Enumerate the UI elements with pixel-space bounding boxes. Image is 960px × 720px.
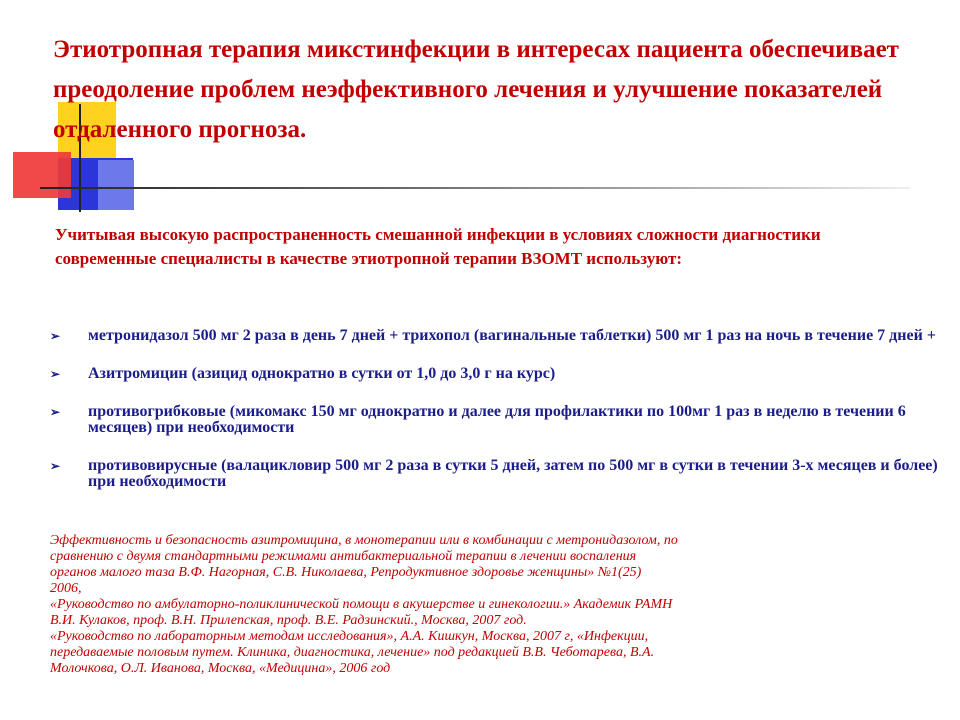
reference-line: органов малого таза В.Ф. Нагорная, С.В. Николаева, Репродуктивное здоровье женщины» №1(25) (50, 565, 642, 580)
intro-paragraph: Учитывая высокую распространенность смешанной инфекции в условиях сложности диагностики современные специалисты в качестве этиотропной терапии ВЗОМТ используют: (55, 225, 821, 268)
slide-title: Этиотропная терапия микстинфекции в интересах пациента обеспечивает преодоление проблем неэффективного лечения и улучшение показателей отдаленного прогноза. (53, 36, 899, 143)
list-item-text: метронидазол 500 мг 2 раза в день 7 дней + трихопол (вагинальные таблетки) 500 мг 1 раз на ночь в течение 7 дней + (88, 327, 936, 344)
reference-line: 2006, (50, 581, 82, 596)
reference-line: Эффективность и безопасность азитромицина, в монотерапии или в комбинации с метронидазолом, по (50, 533, 678, 548)
reference-line: сравнению с двумя стандартными режимами антибактериальной терапии в лечении воспаления (50, 549, 637, 564)
reference-line: «Руководство по амбулаторно-поликлинической помощи в акушерстве и гинекологии.» Академик РАМН (50, 597, 673, 612)
bullet-arrow-icon: ➢ (50, 405, 61, 419)
reference-line: Молочкова, О.Л. Иванова, Москва, «Медицина», 2006 год (50, 661, 391, 676)
list-item (50, 328, 945, 344)
bullet-arrow-icon: ➢ (50, 459, 61, 473)
list-item-text: Азитромицин (азицид однократно в сутки от 1,0 до 3,0 г на курс) (88, 365, 556, 382)
list-item-text: противовирусные (валацикловир 500 мг 2 раза в сутки 5 дней, затем по 500 мг в сутки в течении 3-х месяцев и более) при необходимости (88, 457, 938, 490)
list-item (50, 366, 945, 382)
list-item-text: противогрибковые (микомакс 150 мг однократно и далее для профилактики по 100мг 1 раз в неделю в течении 6 месяцев) при необходимости (88, 403, 906, 436)
reference-line: передаваемые половым путем. Клиника, диагностика, лечение» под редакцией В.В. Чеботарева, В.А. (50, 645, 655, 660)
list-item (50, 458, 945, 490)
list-item (50, 404, 945, 436)
references-block (50, 533, 930, 677)
decor-blue-light-square (98, 160, 134, 210)
reference-line: «Руководство по лабораторным методам исследования», А.А. Кишкун, Москва, 2007 г, «Инфекции, (50, 629, 649, 644)
bullet-arrow-icon: ➢ (50, 367, 61, 381)
decor-red-square (13, 152, 71, 198)
reference-line: В.И. Кулаков, проф. В.Н. Прилепская, проф. В.Е. Радзинский., Москва, 2007 год. (50, 613, 527, 628)
treatment-list (50, 328, 945, 490)
decor-horizontal-rule (40, 187, 910, 189)
bullet-arrow-icon: ➢ (50, 329, 61, 343)
